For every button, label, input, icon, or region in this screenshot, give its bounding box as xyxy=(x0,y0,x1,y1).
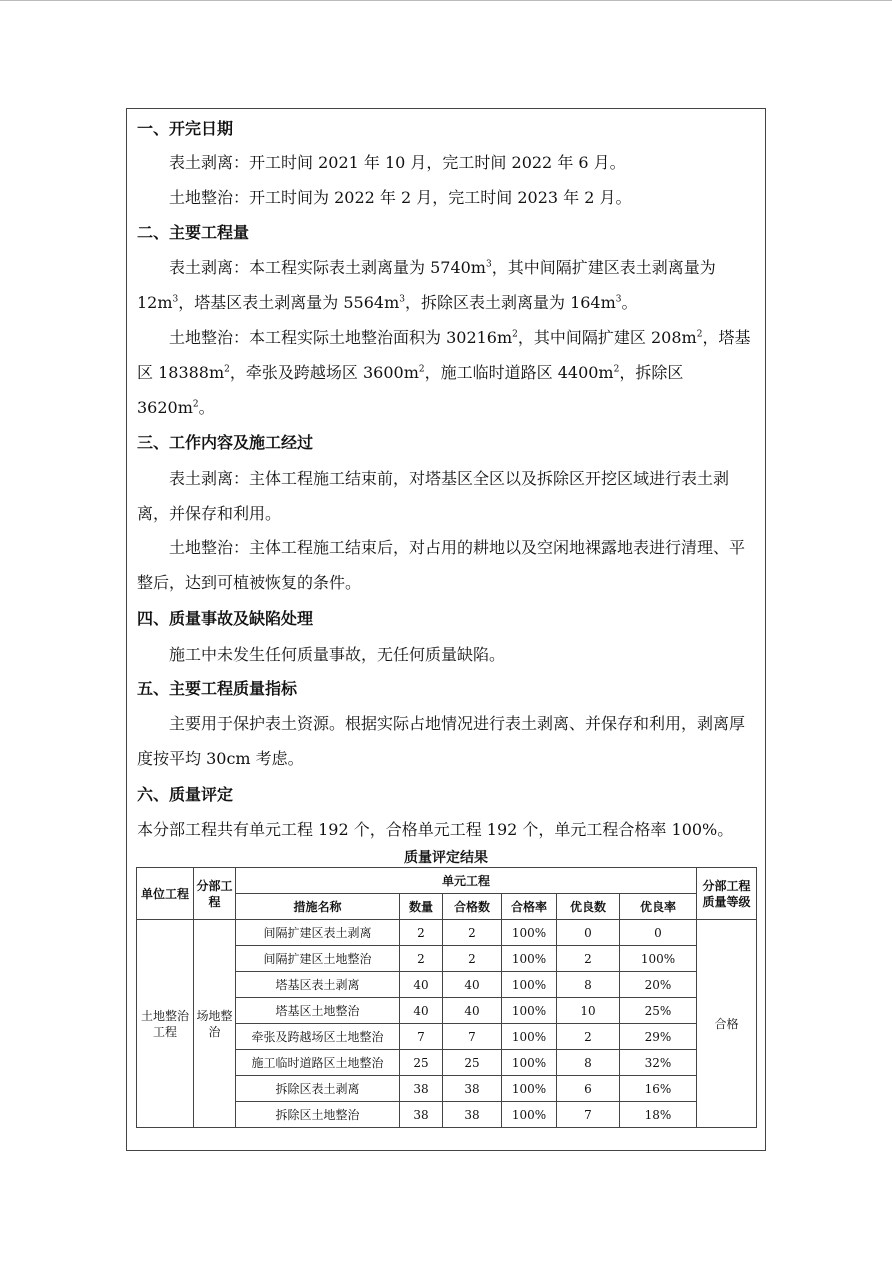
cell-measure: 间隔扩建区表土剥离 xyxy=(236,920,400,946)
cell-excellent: 8 xyxy=(557,1050,620,1076)
cell-qualified: 38 xyxy=(443,1076,502,1102)
section-heading-evaluation: 六、质量评定 xyxy=(137,785,234,804)
cell-excellent: 2 xyxy=(557,1024,620,1050)
paragraph-strip-quantities: 表土剥离：本工程实际表土剥离量为 $5740m^3$，其中间隔扩建区表土剥离量为 $12m^3$，塔基区表土剥离量为 $5564m^3$，拆除区表土剥离量为 $164m^3$。 xyxy=(137,258,716,312)
section-heading-quantities: 二、主要工程量 xyxy=(137,223,250,242)
cell-excellent-rate: 32% xyxy=(620,1050,697,1076)
cell-measure: 拆除区土地整治 xyxy=(236,1102,400,1128)
header-count: 数量 xyxy=(400,894,443,920)
header-grade: 分部工程质量等级 xyxy=(697,868,757,920)
cell-excellent: 10 xyxy=(557,998,620,1024)
cell-unit-project-name: 土地整治工程 xyxy=(137,920,194,1128)
cell-sub-project-name: 场地整治 xyxy=(194,920,236,1128)
cell-excellent: 2 xyxy=(557,946,620,972)
cell-qualified: 40 xyxy=(443,972,502,998)
cell-excellent: 8 xyxy=(557,972,620,998)
cell-count: 7 xyxy=(400,1024,443,1050)
paragraph-quality-index: 主要用于保护表土资源。根据实际占地情况进行表土剥离、并保存和利用，剥离厚度按平均 30cm 考虑。 xyxy=(137,714,746,768)
top-border-line xyxy=(0,0,892,1)
table-caption: 质量评定结果 xyxy=(404,850,488,866)
cell-measure: 塔基区土地整治 xyxy=(236,998,400,1024)
cell-measure: 拆除区表土剥离 xyxy=(236,1076,400,1102)
quality-table xyxy=(136,867,757,1128)
cell-excellent-rate: 16% xyxy=(620,1076,697,1102)
cell-excellent-rate: 100% xyxy=(620,946,697,972)
cell-qualified-rate: 100% xyxy=(502,972,557,998)
cell-measure: 施工临时道路区土地整治 xyxy=(236,1050,400,1076)
cell-excellent: 7 xyxy=(557,1102,620,1128)
table-row xyxy=(137,920,757,946)
cell-count: 2 xyxy=(400,920,443,946)
cell-qualified: 38 xyxy=(443,1102,502,1128)
section-heading-defects: 四、质量事故及缺陷处理 xyxy=(137,609,314,628)
header-sub-project: 分部工程 xyxy=(194,868,236,920)
paragraph-level-quantities: 土地整治：本工程实际土地整治面积为 $30216m^2$，其中间隔扩建区 $208m^2$，塔基区 $18388m^2$，牵张及跨越场区 $3600m^2$，施工临时道路区 $4400m^2$，拆除区 $3620m^2$。 xyxy=(137,328,751,417)
cell-qualified-rate: 100% xyxy=(502,1102,557,1128)
cell-qualified: 2 xyxy=(443,946,502,972)
header-qualified-count: 合格数 xyxy=(443,894,502,920)
cell-excellent: 6 xyxy=(557,1076,620,1102)
cell-qualified: 25 xyxy=(443,1050,502,1076)
cell-excellent-rate: 0 xyxy=(620,920,697,946)
paragraph-evaluation: 本分部工程共有单元工程 192 个，合格单元工程 192 个，单元工程合格率 100%。 xyxy=(137,820,734,839)
cell-qualified-rate: 100% xyxy=(502,1050,557,1076)
cell-excellent: 0 xyxy=(557,920,620,946)
cell-measure: 塔基区表土剥离 xyxy=(236,972,400,998)
header-qualified-rate: 合格率 xyxy=(502,894,557,920)
cell-excellent-rate: 25% xyxy=(620,998,697,1024)
cell-qualified-rate: 100% xyxy=(502,998,557,1024)
cell-qualified: 2 xyxy=(443,920,502,946)
cell-qualified-rate: 100% xyxy=(502,1076,557,1102)
cell-count: 38 xyxy=(400,1076,443,1102)
cell-qualified-rate: 100% xyxy=(502,1024,557,1050)
section-heading-work-content: 三、工作内容及施工经过 xyxy=(137,433,314,452)
cell-excellent-rate: 20% xyxy=(620,972,697,998)
section-heading-dates: 一、开完日期 xyxy=(137,119,234,138)
cell-measure: 牵张及跨越场区土地整治 xyxy=(236,1024,400,1050)
paragraph-strip-dates: 表土剥离：开工时间 2021 年 10 月，完工时间 2022 年 6 月。 xyxy=(169,153,626,172)
cell-count: 40 xyxy=(400,998,443,1024)
cell-count: 40 xyxy=(400,972,443,998)
cell-excellent-rate: 29% xyxy=(620,1024,697,1050)
paragraph-level-dates: 土地整治：开工时间为 2022 年 2 月，完工时间 2023 年 2 月。 xyxy=(169,188,632,207)
cell-count: 25 xyxy=(400,1050,443,1076)
header-excellent-count: 优良数 xyxy=(557,894,620,920)
cell-excellent-rate: 18% xyxy=(620,1102,697,1128)
header-unit-project: 单位工程 xyxy=(137,868,194,920)
cell-count: 38 xyxy=(400,1102,443,1128)
paragraph-level-work: 土地整治：主体工程施工结束后，对占用的耕地以及空闲地裸露地表进行清理、平整后，达到可植被恢复的条件。 xyxy=(137,538,746,592)
paragraph-defects: 施工中未发生任何质量事故，无任何质量缺陷。 xyxy=(169,645,506,664)
cell-qualified-rate: 100% xyxy=(502,920,557,946)
cell-measure: 间隔扩建区土地整治 xyxy=(236,946,400,972)
paragraph-strip-work: 表土剥离：主体工程施工结束前，对塔基区全区以及拆除区开挖区域进行表土剥离，并保存和利用。 xyxy=(137,469,730,523)
header-measure-name: 措施名称 xyxy=(236,894,400,920)
cell-qualified: 40 xyxy=(443,998,502,1024)
header-excellent-rate: 优良率 xyxy=(620,894,697,920)
section-heading-quality-index: 五、主要工程质量指标 xyxy=(137,679,298,698)
report-frame xyxy=(126,108,766,1151)
cell-qualified: 7 xyxy=(443,1024,502,1050)
cell-grade: 合格 xyxy=(697,920,757,1128)
header-unit-works: 单元工程 xyxy=(236,868,697,894)
cell-count: 2 xyxy=(400,946,443,972)
cell-qualified-rate: 100% xyxy=(502,946,557,972)
